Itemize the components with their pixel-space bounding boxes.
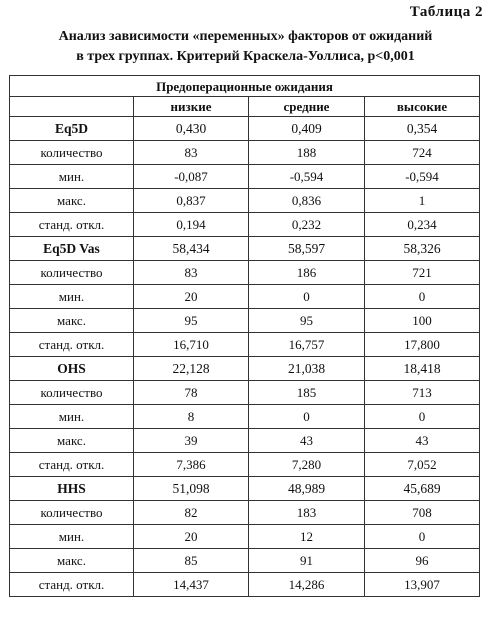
table-cell: 0,836 [249, 189, 365, 213]
table-cell: 724 [365, 141, 480, 165]
group-mean-cell: 0,430 [134, 117, 249, 141]
group-mean-cell: 51,098 [134, 477, 249, 501]
table-cell: 1 [365, 189, 480, 213]
table-cell: 0,234 [365, 213, 480, 237]
table-row [10, 525, 480, 549]
table-cell: 16,757 [249, 333, 365, 357]
table-cell: 43 [365, 429, 480, 453]
table-cell: 0 [249, 285, 365, 309]
table-cell: 188 [249, 141, 365, 165]
table-cell: 0 [249, 405, 365, 429]
group-mean-cell: 21,038 [249, 357, 365, 381]
column-header-medium: средние [249, 97, 365, 117]
table-cell: 0,837 [134, 189, 249, 213]
table-cell: -0,594 [249, 165, 365, 189]
table-row [10, 333, 480, 357]
group-mean-cell: 58,434 [134, 237, 249, 261]
table-cell: 721 [365, 261, 480, 285]
row-label: количество [10, 501, 134, 525]
table-cell: 83 [134, 261, 249, 285]
table-row [10, 309, 480, 333]
table-row [10, 165, 480, 189]
table-cell: 39 [134, 429, 249, 453]
row-label: количество [10, 261, 134, 285]
group-label: HHS [10, 477, 134, 501]
table-cell: 708 [365, 501, 480, 525]
table-cell: 78 [134, 381, 249, 405]
group-row [10, 117, 480, 141]
table-cell: 95 [134, 309, 249, 333]
row-label: станд. откл. [10, 333, 134, 357]
table-cell: 12 [249, 525, 365, 549]
table-cell: 8 [134, 405, 249, 429]
group-mean-cell: 0,409 [249, 117, 365, 141]
table-cell: 0 [365, 285, 480, 309]
table-cell: 13,907 [365, 573, 480, 597]
table-cell: 85 [134, 549, 249, 573]
row-label: макс. [10, 309, 134, 333]
table-row [10, 141, 480, 165]
table-cell: 95 [249, 309, 365, 333]
group-mean-cell: 0,354 [365, 117, 480, 141]
group-label: Eq5D Vas [10, 237, 134, 261]
table-cell: 14,286 [249, 573, 365, 597]
row-label: станд. откл. [10, 573, 134, 597]
table-row [10, 381, 480, 405]
table-cell: 0,232 [249, 213, 365, 237]
row-label: мин. [10, 285, 134, 309]
table-caption [0, 27, 491, 67]
group-row [10, 357, 480, 381]
row-label: мин. [10, 165, 134, 189]
table-cell: 91 [249, 549, 365, 573]
table-cell: 16,710 [134, 333, 249, 357]
group-mean-cell: 58,326 [365, 237, 480, 261]
table-body [10, 117, 480, 597]
group-mean-cell: 18,418 [365, 357, 480, 381]
table-cell: 20 [134, 525, 249, 549]
group-mean-cell: 58,597 [249, 237, 365, 261]
group-mean-cell: 22,128 [134, 357, 249, 381]
column-header-empty [10, 97, 134, 117]
row-label: макс. [10, 429, 134, 453]
table-cell: 82 [134, 501, 249, 525]
table-cell: 20 [134, 285, 249, 309]
table-cell: 83 [134, 141, 249, 165]
row-label: станд. откл. [10, 453, 134, 477]
row-label: мин. [10, 405, 134, 429]
table-row [10, 189, 480, 213]
group-row [10, 237, 480, 261]
table-cell: 7,280 [249, 453, 365, 477]
row-label: макс. [10, 189, 134, 213]
table-cell: 185 [249, 381, 365, 405]
table-cell: 96 [365, 549, 480, 573]
column-header-low: низкие [134, 97, 249, 117]
table-cell: 100 [365, 309, 480, 333]
column-header-row [10, 97, 480, 117]
table-title-row [10, 76, 480, 97]
table-cell: -0,594 [365, 165, 480, 189]
table-row [10, 453, 480, 477]
table-row [10, 285, 480, 309]
group-mean-cell: 45,689 [365, 477, 480, 501]
table-cell: 14,437 [134, 573, 249, 597]
table-row [10, 261, 480, 285]
table-cell: 186 [249, 261, 365, 285]
row-label: станд. откл. [10, 213, 134, 237]
group-mean-cell: 48,989 [249, 477, 365, 501]
row-label: макс. [10, 549, 134, 573]
table-cell: 7,052 [365, 453, 480, 477]
table-row [10, 429, 480, 453]
table-cell: 713 [365, 381, 480, 405]
caption-line-2: в трех группах. Критерий Краскела-Уоллиса, p<0,001 [76, 49, 415, 64]
row-label: количество [10, 381, 134, 405]
table-cell: 183 [249, 501, 365, 525]
table-row [10, 549, 480, 573]
table-cell: -0,087 [134, 165, 249, 189]
table-cell: 7,386 [134, 453, 249, 477]
table-row [10, 213, 480, 237]
table-title: Предоперационные ожидания [10, 76, 480, 97]
table-row [10, 501, 480, 525]
row-label: количество [10, 141, 134, 165]
data-table [9, 75, 480, 597]
column-header-high: высокие [365, 97, 480, 117]
table-row [10, 405, 480, 429]
table-cell: 0,194 [134, 213, 249, 237]
table-cell: 0 [365, 405, 480, 429]
group-row [10, 477, 480, 501]
table-cell: 17,800 [365, 333, 480, 357]
group-label: OHS [10, 357, 134, 381]
table-cell: 43 [249, 429, 365, 453]
row-label: мин. [10, 525, 134, 549]
group-label: Eq5D [10, 117, 134, 141]
table-number-label: Таблица 2 [409, 4, 483, 20]
table-cell: 0 [365, 525, 480, 549]
caption-line-1: Анализ зависимости «переменных» факторов от ожиданий [58, 29, 433, 44]
table-row [10, 573, 480, 597]
